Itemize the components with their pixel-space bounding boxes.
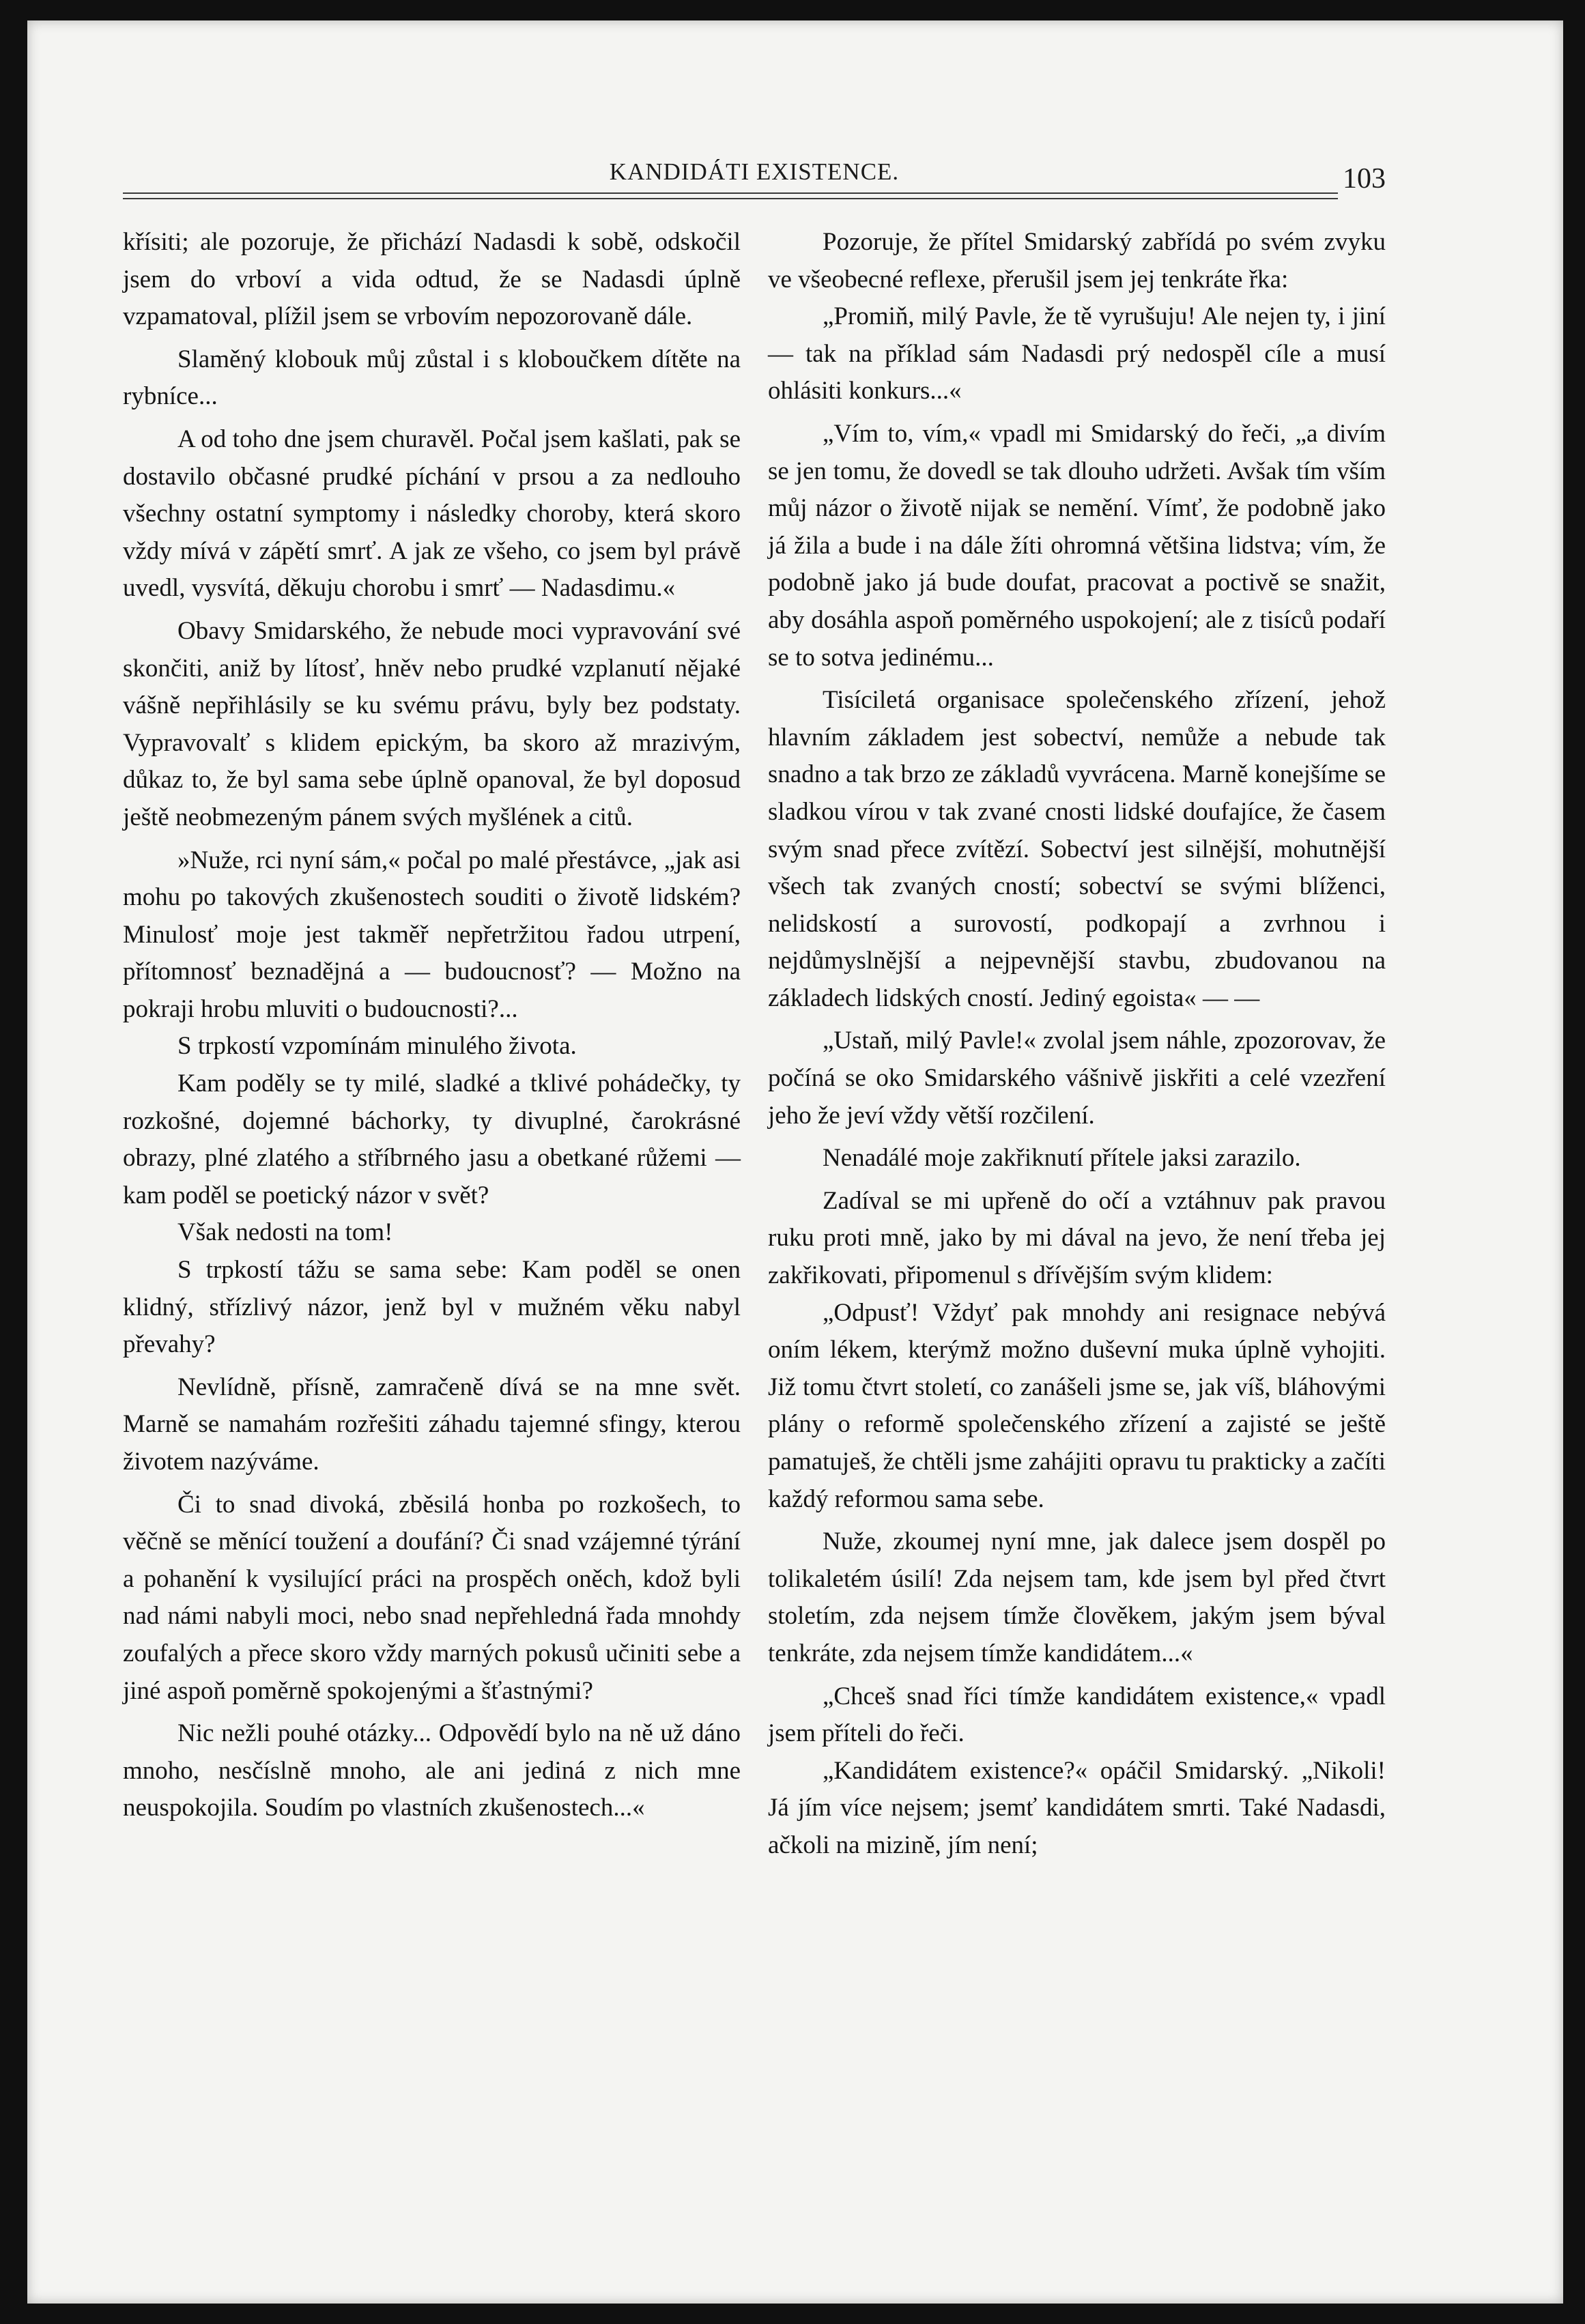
paragraph: S trpkostí vzpomínám minulého života. [177, 1032, 577, 1061]
paragraph: S trpkostí tážu se sama sebe: Kam poděl se onen klidný, střízlivý názor, jenž byl v mužném věku nabyl převahy? [123, 1256, 741, 1359]
paragraph: Kam poděly se ty milé, sladké a tklivé pohádečky, ty rozkošné, dojemné báchorky, ty divuplné, čarokrásné obrazy, plné zlatého a stříbrného jasu a obetkané růžemi — kam poděl se poetický názor v svět? [123, 1070, 741, 1209]
paragraph: křísiti; ale pozoruje, že přichází Nadasdi k sobě, odskočil jsem do vrboví a vida odtud, že se Nadasdi úplně vzpamatoval, plížil jsem se vrbovím nepozorovaně dále. [123, 228, 741, 331]
paragraph: Obavy Smidarského, že nebude moci vypravování své skončiti, aniž by lítosť, hněv nebo prudké vzplanutí nějaké vášně nepřihlásily se ku svému právu, byly bez podstaty. Vypravovalť s klidem epickým, ba skoro až mrazivým, důkaz to, že byl sama sebe úplně opanoval, že byl doposud ještě neobmezeným pánem svých myšlének a citů. [123, 616, 741, 831]
header-rule-double [123, 198, 1338, 199]
paragraph: „Chceš snad říci tímže kandidátem existence,« vpadl jsem příteli do řeči. [768, 1682, 1386, 1748]
paragraph: Nevlídně, přísně, zamračeně dívá se na mne svět. Marně se namahám rozřešiti záhadu tajemné sfingy, kterou životem nazýváme. [123, 1373, 741, 1476]
paragraph: „Kandidátem existence?« opáčil Smidarský. „Nikoli! Já jím více nejsem; jsemť kandidátem smrti. Také Nadasdi, ačkoli na mizině, jím není; [768, 1756, 1386, 1859]
paragraph: »Nuže, rci nyní sám,« počal po malé přestávce, „jak asi mohu po takových zkušenostech souditi o životě lidském? Minulosť moje jest takměř nepřetržitou řadou utrpení, přítomnosť beznadějná a — budoucnosť? — Možno na pokraji hrobu mluviti o budoucnosti?... [123, 846, 741, 1023]
paragraph: Zadíval se mi upřeně do očí a vztáhnuv pak pravou ruku proti mně, jako by mi dával na jevo, že není třeba jej zakřikovati, připomenul s dřívějším svým klidem: [768, 1186, 1386, 1290]
paragraph: Však nedosti na tom! [177, 1218, 393, 1247]
left-column [123, 224, 741, 1827]
paragraph: A od toho dne jsem churavěl. Počal jsem kašlati, pak se dostavilo občasné prudké píchání v prsou a za nedlouho všechny ostatní symptomy i následky choroby, která skoro vždy mívá v zápětí smrť. A jak ze všeho, co jsem byl právě uvedl, vysvítá, děkuju chorobu i smrť — Nadasdimu.« [123, 425, 741, 603]
page-number: 103 [1343, 163, 1386, 195]
paragraph: Nenadálé moje zakřiknutí přítele jaksi zarazilo. [823, 1144, 1301, 1173]
paragraph: Či to snad divoká, zběsilá honba po rozkošech, to věčně se měnící toužení a doufání? Či snad vzájemné týrání a pohanění k vysilující práci na prospěch oněch, kdož byli nad námi nabyli moci, nebo snad nepřehledná řada mnohdy zoufalých a přece skoro vždy marných pokusů učiniti sebe a jiné aspoň poměrně spokojenými a šťastnými? [123, 1490, 741, 1705]
paragraph: Nic nežli pouhé otázky... Odpovědí bylo na ně už dáno mnoho, nesčíslně mnoho, ale ani jediná z nich mne neuspokojila. Soudím po vlastních zkušenostech...« [123, 1719, 741, 1822]
paragraph: Nuže, zkoumej nyní mne, jak dalece jsem dospěl po tolikaletém úsilí! Zda nejsem tam, kde jsem byl před čtvrt stoletím, zda nejsem tímže člověkem, jakým jsem býval tenkráte, zda nejsem tímže kandidátem...« [768, 1527, 1386, 1667]
page-header [123, 145, 1386, 195]
paragraph: Slaměný klobouk můj zůstal i s kloboučkem dítěte na rybníce... [123, 345, 741, 411]
paragraph: „Ustaň, milý Pavle!« zvolal jsem náhle, zpozorovav, že počíná se oko Smidarského vášnivě jiskřiti a celé vzezření jeho že jeví vždy větší rozčilení. [768, 1027, 1386, 1130]
running-title: KANDIDÁTI EXISTENCE. [609, 158, 900, 185]
paragraph: Pozoruje, že přítel Smidarský zabřídá po svém zvyku ve všeobecné reflexe, přerušil jsem jej tenkráte řka: [768, 228, 1386, 293]
text-columns [123, 224, 1386, 2183]
header-rule [123, 192, 1338, 194]
right-column [768, 224, 1386, 1865]
paragraph: „Vím to, vím,« vpadl mi Smidarský do řeči, „a divím se jen tomu, že dovedl se tak dlouho udržeti. Avšak tím vším můj názor o životě nijak se nemění. Vímť, že podobně jako já žila a bude i na dále žíti ohromná většina lidstva; vím, že podobně jako já bude doufat, pracovat a poctivě se snažit, aby dosáhla aspoň poměrného uspokojení; ale z tisíců podaří se to sotva jedinému... [768, 419, 1386, 672]
paragraph: „Odpusť! Vždyť pak mnohdy ani resignace nebývá oním lékem, kterýmž možno duševní muka úplně vyhojiti. Již tomu čtvrt století, co zanášeli jsme se, jak víš, bláhovými plány o reformě společenského zřízení a zajisté se ještě pamatuješ, že chtěli jsme zahájiti opravu tu prakticky a začíti každý reformou sama sebe. [768, 1298, 1386, 1513]
paragraph: Tisíciletá organisace společenského zřízení, jehož hlavním základem jest sobectví, nemůže a nebude tak snadno a tak brzo ze základů vyvrácena. Marně konejšíme se sladkou vírou v tak zvané cnosti lidské doufajíce, že časem svým snad přece zvítězí. Sobectví jest silnější, mohutnější všech tak zvaných cností; sobectví se svými blíženci, nelidskostí a surovostí, podkopají a zvrhnou i nejdůmyslnější a nejpevnější stavbu, zbudovanou na základech lidských cností. Jediný egoista« — — [768, 686, 1386, 1012]
paragraph: „Promiň, milý Pavle, že tě vyrušuju! Ale nejen ty, i jiní — tak na příklad sám Nadasdi prý nedospěl cíle a musí ohlásiti konkurs...« [768, 302, 1386, 405]
